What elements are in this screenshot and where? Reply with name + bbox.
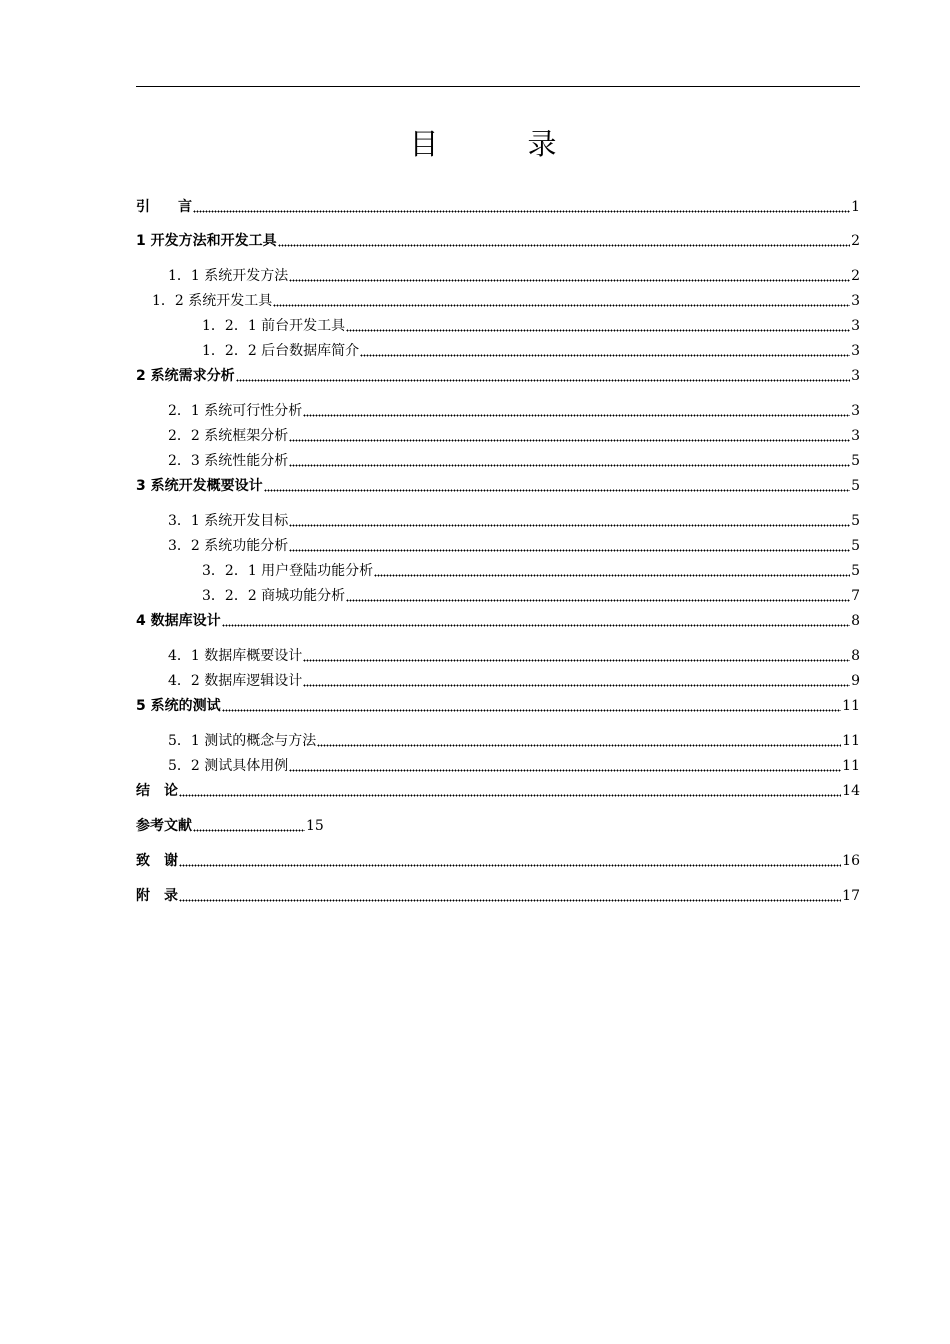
toc-page-number: 3 bbox=[851, 428, 860, 444]
toc-leader bbox=[193, 199, 850, 213]
toc-entry-text: 3．2 系统功能分析 bbox=[168, 538, 289, 554]
toc-entry-section-1-2[interactable] bbox=[152, 290, 860, 310]
page-title: 目 录 bbox=[409, 127, 587, 161]
toc-entry-section-4-2[interactable] bbox=[168, 670, 860, 690]
toc-leader bbox=[273, 293, 850, 307]
toc-page-number: 5 bbox=[851, 538, 860, 554]
toc-entry-section-2-2[interactable] bbox=[168, 425, 860, 445]
toc-entry-section-2-3[interactable] bbox=[168, 450, 860, 470]
toc-page-number: 9 bbox=[851, 673, 860, 689]
toc-page-number: 11 bbox=[842, 733, 860, 749]
toc-leader bbox=[289, 513, 850, 527]
toc-leader bbox=[374, 563, 850, 577]
toc-page-number: 11 bbox=[842, 698, 860, 714]
toc-leader bbox=[289, 538, 850, 552]
toc-entry-text: 4．2 数据库逻辑设计 bbox=[168, 673, 303, 689]
toc-entry-text: 参考文献 bbox=[136, 818, 192, 834]
toc-entry-text: 4．1 数据库概要设计 bbox=[168, 648, 303, 664]
toc-entry-section-1-2-2[interactable] bbox=[202, 340, 860, 360]
toc-entry-text: 3．2．1 用户登陆功能分析 bbox=[202, 563, 374, 579]
toc-leader bbox=[303, 648, 850, 662]
toc-leader bbox=[346, 318, 850, 332]
toc-entry-appendix[interactable] bbox=[136, 885, 860, 905]
toc-page-number: 3 bbox=[851, 318, 860, 334]
toc-page-number: 2 bbox=[851, 233, 860, 249]
toc-entry-chapter-2[interactable] bbox=[136, 365, 860, 385]
toc-entry-section-1-1[interactable] bbox=[168, 265, 860, 285]
toc-page-number: 5 bbox=[851, 513, 860, 529]
toc-entry-chapter-1[interactable] bbox=[136, 230, 860, 250]
toc-page-number: 5 bbox=[851, 478, 860, 494]
toc-entry-acknowledgements[interactable] bbox=[136, 850, 860, 870]
toc-page-number: 8 bbox=[851, 613, 860, 629]
toc-page-number: 16 bbox=[842, 853, 860, 869]
toc-page-number: 17 bbox=[842, 888, 860, 904]
toc-entry-text: 4 数据库设计 bbox=[136, 613, 221, 629]
toc-entry-section-2-1[interactable] bbox=[168, 400, 860, 420]
toc-entry-section-3-2-1[interactable] bbox=[202, 560, 860, 580]
toc-page-number: 3 bbox=[851, 368, 860, 384]
toc-leader bbox=[346, 588, 850, 602]
toc-entry-text: 1．2．1 前台开发工具 bbox=[202, 318, 346, 334]
toc-leader bbox=[360, 343, 850, 357]
toc-leader bbox=[179, 888, 841, 902]
toc-leader bbox=[222, 613, 850, 627]
toc-leader bbox=[236, 368, 850, 382]
toc-entry-text: 致 谢 bbox=[136, 853, 178, 869]
toc-leader bbox=[264, 478, 850, 492]
toc-leader bbox=[179, 783, 841, 797]
toc-leader bbox=[289, 268, 850, 282]
toc-leader bbox=[193, 818, 305, 832]
toc-entry-section-5-1[interactable] bbox=[168, 730, 860, 750]
toc-entry-section-3-2[interactable] bbox=[168, 535, 860, 555]
header-rule bbox=[136, 86, 860, 87]
toc-entry-conclusion[interactable] bbox=[136, 780, 860, 800]
toc-leader bbox=[222, 698, 842, 712]
toc-page-number: 14 bbox=[842, 783, 860, 799]
toc-leader bbox=[289, 758, 841, 772]
toc-entry-section-3-1[interactable] bbox=[168, 510, 860, 530]
toc-page-number: 5 bbox=[851, 453, 860, 469]
toc-page-number: 15 bbox=[306, 818, 324, 834]
toc-page-number: 5 bbox=[851, 563, 860, 579]
toc-entry-section-5-2[interactable] bbox=[168, 755, 860, 775]
toc-entry-chapter-5[interactable] bbox=[136, 695, 860, 715]
toc-entry-text: 1 开发方法和开发工具 bbox=[136, 233, 277, 249]
toc-page-number: 2 bbox=[851, 268, 860, 284]
toc-entry-text: 1．1 系统开发方法 bbox=[168, 268, 289, 284]
toc-entry-section-3-2-2[interactable] bbox=[202, 585, 860, 605]
toc-page-number: 1 bbox=[851, 199, 860, 215]
toc-leader bbox=[289, 453, 850, 467]
toc-entry-text: 1．2．2 后台数据库简介 bbox=[202, 343, 360, 359]
toc-leader bbox=[278, 233, 850, 247]
toc-entry-text: 1．2 系统开发工具 bbox=[152, 293, 273, 309]
toc-entry-text: 引 言 bbox=[136, 199, 192, 215]
toc-entry-text: 2．1 系统可行性分析 bbox=[168, 403, 303, 419]
toc-leader bbox=[303, 673, 850, 687]
toc-page-number: 3 bbox=[851, 403, 860, 419]
toc-page-number: 7 bbox=[851, 588, 860, 604]
toc-entry-references[interactable] bbox=[136, 815, 324, 835]
toc-entry-text: 3 系统开发概要设计 bbox=[136, 478, 263, 494]
toc-entry-chapter-4[interactable] bbox=[136, 610, 860, 630]
toc-leader bbox=[289, 428, 850, 442]
toc-entry-intro[interactable] bbox=[136, 196, 860, 216]
toc-entry-text: 2．3 系统性能分析 bbox=[168, 453, 289, 469]
toc-entry-text: 3．2．2 商城功能分析 bbox=[202, 588, 346, 604]
toc-entry-section-1-2-1[interactable] bbox=[202, 315, 860, 335]
toc-entry-chapter-3[interactable] bbox=[136, 475, 860, 495]
toc-leader bbox=[303, 403, 850, 417]
toc-page-number: 3 bbox=[851, 293, 860, 309]
toc-entry-text: 附 录 bbox=[136, 888, 178, 904]
toc-page-number: 11 bbox=[842, 758, 860, 774]
toc-page-number: 3 bbox=[851, 343, 860, 359]
toc-entry-text: 5．1 测试的概念与方法 bbox=[168, 733, 317, 749]
toc-entry-text: 3．1 系统开发目标 bbox=[168, 513, 289, 529]
toc-entry-text: 2 系统需求分析 bbox=[136, 368, 235, 384]
toc-entry-text: 5 系统的测试 bbox=[136, 698, 221, 714]
toc-entry-text: 5．2 测试具体用例 bbox=[168, 758, 289, 774]
toc-page-number: 8 bbox=[851, 648, 860, 664]
toc-leader bbox=[317, 733, 841, 747]
toc-leader bbox=[179, 853, 841, 867]
toc-entry-text: 结 论 bbox=[136, 783, 178, 799]
toc-entry-text: 2．2 系统框架分析 bbox=[168, 428, 289, 444]
toc-entry-section-4-1[interactable] bbox=[168, 645, 860, 665]
